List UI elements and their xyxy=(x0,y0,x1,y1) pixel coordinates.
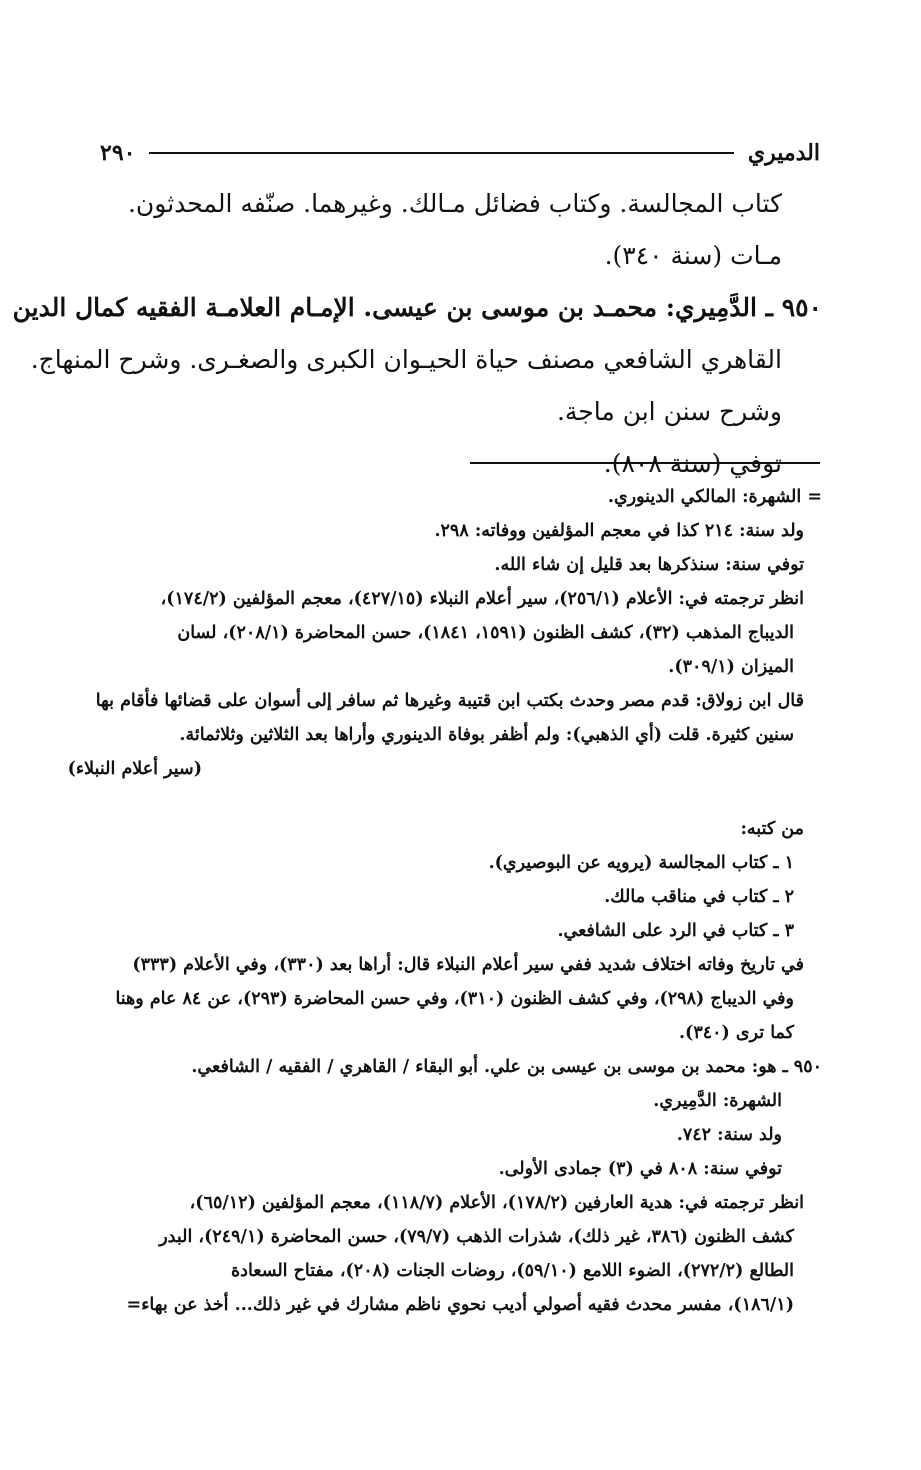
footnote-line: كشف الظنون (٣٨٦، غير ذلك)، شذرات الذهب (٧٩/٧)، حسن المحاضرة (٢٤٩/١)، البدر xyxy=(159,1227,794,1247)
footnote-line: الديباج المذهب (٣٢)، كشف الظنون (١٥٩١، ١٨٤١)، حسن المحاضرة (٢٠٨/١)، لسان xyxy=(177,623,794,643)
footnote-950-heading: ٩٥٠ ـ هو: محمد بن موسى بن عيسى بن علي. أبو البقاء / القاهري / الفقيه / الشافعي. xyxy=(191,1057,822,1077)
footnote-line: = الشهرة: المالكي الدينوري. xyxy=(607,487,822,507)
main-line: مـات (سنة ٣٤٠). xyxy=(604,241,782,270)
footnotes xyxy=(67,480,822,1322)
footnote-gap xyxy=(100,786,822,812)
footnote-line: ولد سنة: ٢١٤ كذا في معجم المؤلفين ووفاته: ٢٩٨. xyxy=(434,521,804,541)
footnote-line: الشهرة: الدَّمِيري. xyxy=(653,1091,782,1111)
footnote-line: انظر ترجمته في: هدية العارفين (١٧٨/٢)، الأعلام (١١٨/٧)، معجم المؤلفين (٦٥/١٢)، xyxy=(189,1193,804,1213)
footnote-line: وفي الديباج (٢٩٨)، وفي كشف الظنون (٣١٠)، وفي حسن المحاضرة (٢٩٣)، عن ٨٤ عام وهنا xyxy=(115,989,794,1009)
header-rule xyxy=(149,152,733,154)
footnote-line: الميزان (٣٠٩/١). xyxy=(668,657,794,677)
footnote-line: قال ابن زولاق: قدم مصر وحدث بكتب ابن قتيبة وغيرها ثم سافر إلى أسوان على قضائها فأقام بها xyxy=(95,691,804,711)
entry-950-heading: ٩٥٠ ـ الدَّمِيري: محمـد بن موسى بن عيسى. الإمـام العلامـة الفقيه كمال الدين xyxy=(12,293,822,322)
main-line: كتاب المجالسة. وكتاب فضائل مـالك. وغيرهما. صنّفه المحدثون. xyxy=(127,189,782,218)
footnote-line: انظر ترجمته في: الأعلام (٢٥٦/١)، سير أعلام النبلاء (٤٢٧/١٥)، معجم المؤلفين (١٧٤/٢)، xyxy=(160,589,804,609)
footnote-line: توفي سنة: سنذكرها بعد قليل إن شاء الله. xyxy=(494,555,804,575)
main-line: القاهري الشافعي مصنف حياة الحيـوان الكبرى والصغـرى. وشرح المنهاج. xyxy=(30,345,782,374)
footnote-line: ١ ـ كتاب المجالسة (يرويه عن البوصيري). xyxy=(488,853,794,873)
page-number: ٢٩٠ xyxy=(100,140,136,166)
footnote-line: في تاريخ وفاته اختلاف شديد ففي سير أعلام النبلاء قال: أراها بعد (٣٣٠)، وفي الأعلام (٣٣٣) xyxy=(132,955,804,975)
footnote-line: ٣ ـ كتاب في الرد على الشافعي. xyxy=(557,921,794,941)
running-title: الدميري xyxy=(747,140,820,166)
footnote-line: (١٨٦/١)، مفسر محدث فقيه أصولي أديب نحوي ناظم مشارك في غير ذلك... أخذ عن بهاء= xyxy=(126,1295,794,1315)
footnote-line: ٢ ـ كتاب في مناقب مالك. xyxy=(604,887,794,907)
main-text xyxy=(12,178,822,490)
footnote-separator xyxy=(470,462,820,464)
running-header xyxy=(100,133,820,173)
footnote-line: توفي سنة: ٨٠٨ في (٣) جمادى الأولى. xyxy=(498,1159,782,1179)
footnote-line: ولد سنة: ٧٤٢. xyxy=(676,1125,782,1145)
footnote-source: (سير أعلام النبلاء) xyxy=(67,759,202,779)
footnote-line: من كتبه: xyxy=(740,819,804,839)
footnote-line: الطالع (٢٧٢/٢)، الضوء اللامع (٥٩/١٠)، روضات الجنات (٢٠٨)، مفتاح السعادة xyxy=(231,1261,794,1281)
main-line: توفي (سنة ٨٠٨). xyxy=(603,449,782,478)
footnote-line: كما ترى (٣٤٠). xyxy=(678,1023,794,1043)
footnote-line: سنين كثيرة. قلت (أي الذهبي): ولم أظفر بوفاة الدينوري وأراها بعد الثلاثين وثلاثمائة. xyxy=(179,725,794,745)
main-line: وشرح سنن ابن ماجة. xyxy=(556,397,782,426)
